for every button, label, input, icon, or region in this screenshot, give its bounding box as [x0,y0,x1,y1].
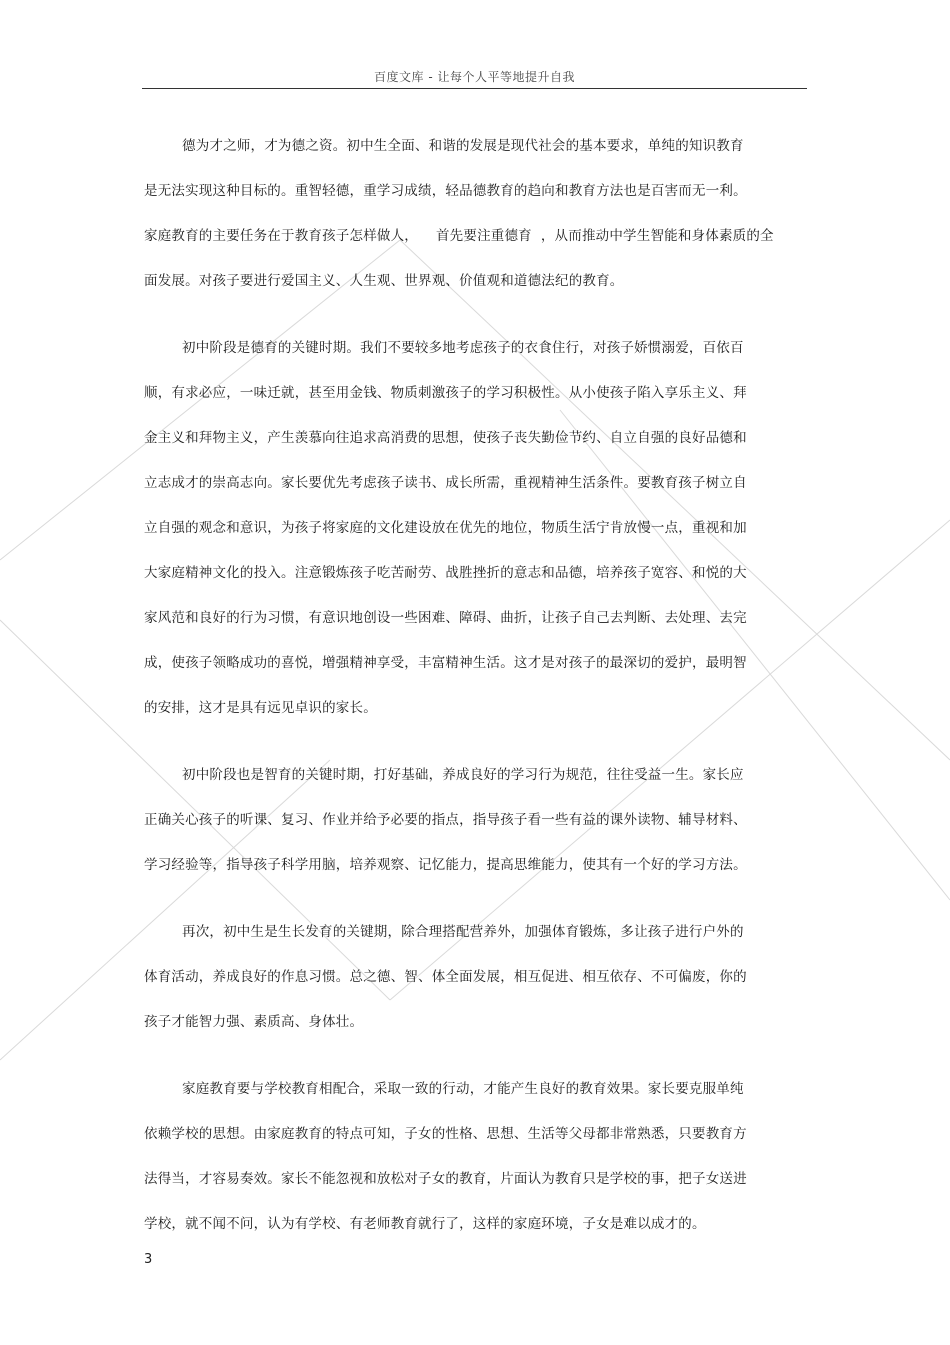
text-line: 面发展。对孩子要进行爱国主义、人生观、世界观、价值观和道德法纪的教育。 [144,273,624,289]
text-line: 立志成才的崇高志向。家长要优先考虑孩子读书、成长所需，重视精神生活条件。要教育孩子树立自 [144,475,747,491]
text-line: 再次，初中生是生长发育的关键期，除合理搭配营养外，加强体育锻炼，多让孩子进行户外的 [182,924,744,940]
text-line: 正确关心孩子的听课、复习、作业并给予必要的指点，指导孩子看一些有益的课外读物、辅导材料、 [144,812,747,828]
text-line: 体育活动，养成良好的作息习惯。总之德、智、体全面发展，相互促进、相互依存、不可偏废，你的 [144,969,747,985]
text-line: 学习经验等，指导孩子科学用脑，培养观察、记忆能力，提高思维能力，使其有一个好的学习方法。 [144,857,747,873]
text-line: 金主义和拜物主义，产生羡慕向往追求高消费的思想，使孩子丧失勤俭节约、自立自强的良好品德和 [144,430,747,446]
document-body [144,124,792,1269]
text-line: 家庭教育的主要任务在于教育孩子怎样做人， 首先要注重德育 ，从而推动中学生智能和身体素质的全 [144,228,774,244]
text-line: 家风范和良好的行为习惯，有意识地创设一些困难、障碍、曲折，让孩子自己去判断、去处理、去完 [144,610,747,626]
header-text: 百度文库 - 让每个人平等地提升自我 [374,70,575,84]
paragraph-5 [144,1067,792,1247]
paragraph-3 [144,753,792,888]
paragraph-2 [144,326,792,731]
page-number: 3 [144,1252,153,1267]
text-line: 家庭教育要与学校教育相配合，采取一致的行动，才能产生良好的教育效果。家长要克服单纯 [182,1081,744,1097]
text-line: 顺，有求必应，一味迁就，甚至用金钱、物质刺激孩子的学习积极性。从小使孩子陷入享乐主义、拜 [144,385,747,401]
text-line: 的安排，这才是具有远见卓识的家长。 [144,700,377,716]
text-line: 依赖学校的思想。由家庭教育的特点可知，子女的性格、思想、生活等父母都非常熟悉，只要教育方 [144,1126,747,1142]
text-line: 法得当，才容易奏效。家长不能忽视和放松对子女的教育，片面认为教育只是学校的事，把子女送进 [144,1171,747,1187]
text-line: 德为才之师，才为德之资。初中生全面、和谐的发展是现代社会的基本要求，单纯的知识教育 [182,138,744,154]
text-line: 成，使孩子领略成功的喜悦，增强精神享受，丰富精神生活。这才是对孩子的最深切的爱护，最明智 [144,655,747,671]
paragraph-1 [144,124,792,304]
text-line: 大家庭精神文化的投入。注意锻炼孩子吃苦耐劳、战胜挫折的意志和品德，培养孩子宽容、和悦的大 [144,565,747,581]
text-line: 学校，就不闻不问，认为有学校、有老师教育就行了，这样的家庭环境，子女是难以成才的。 [144,1216,706,1232]
page-header [142,66,807,89]
text-line: 初中阶段也是智育的关键时期，打好基础，养成良好的学习行为规范，往往受益一生。家长应 [182,767,744,783]
text-line: 立自强的观念和意识，为孩子将家庭的文化建设放在优先的地位，物质生活宁肯放慢一点，重视和加 [144,520,747,536]
text-line: 初中阶段是德育的关键时期。我们不要较多地考虑孩子的衣食住行，对孩子娇惯溺爱，百依百 [182,340,744,356]
paragraph-4 [144,910,792,1045]
text-line: 孩子才能智力强、素质高、身体壮。 [144,1014,364,1030]
text-line: 是无法实现这种目标的。重智轻德，重学习成绩，轻品德教育的趋向和教育方法也是百害而无一利。 [144,183,747,199]
